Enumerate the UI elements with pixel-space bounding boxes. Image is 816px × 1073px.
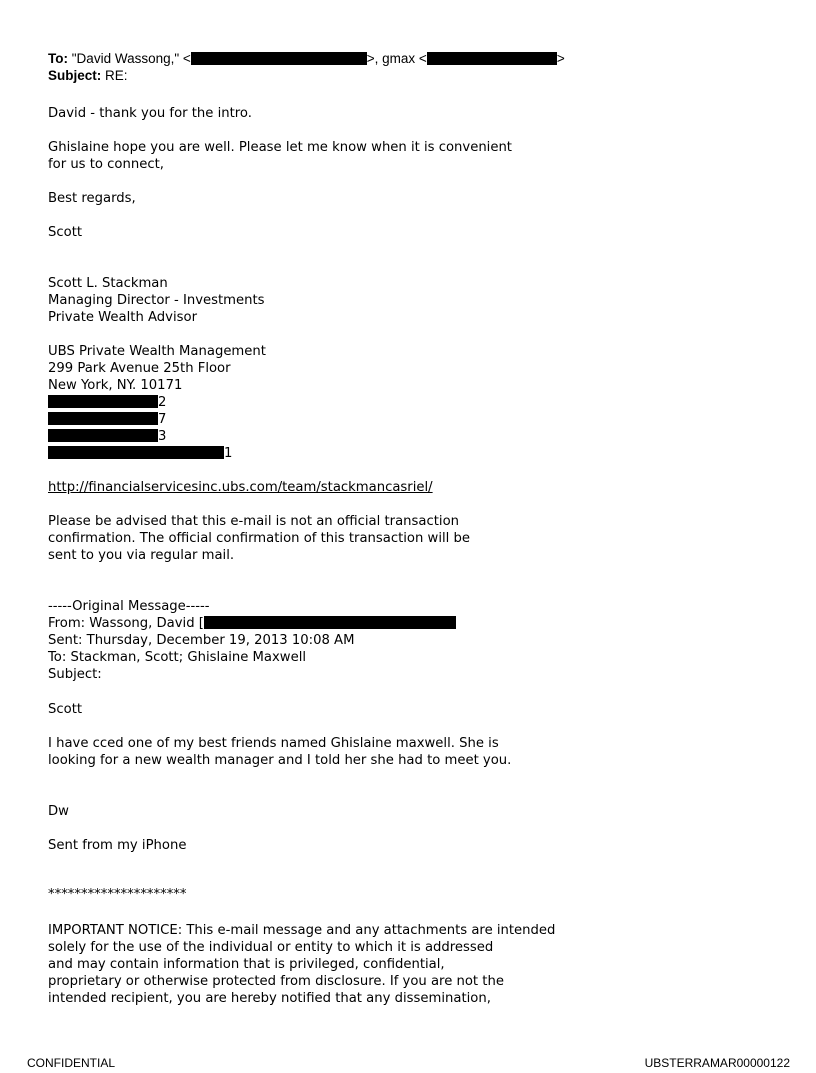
team-url-link[interactable]: http://financialservicesinc.ubs.com/team/stackmancasriel/	[48, 480, 433, 495]
signature-address-1: 299 Park Avenue 25th Floor	[48, 361, 231, 376]
body-paragraph-line-1: Ghislaine hope you are well. Please let me know when it is convenient	[48, 140, 512, 155]
original-message-line-1: I have cced one of my best friends named Ghislaine maxwell. She is	[48, 736, 499, 751]
signature-title-2: Private Wealth Advisor	[48, 310, 198, 325]
subject-line	[48, 67, 128, 84]
redaction-bar	[48, 395, 158, 408]
closing-line: Best regards,	[48, 191, 136, 206]
redaction-bar	[48, 412, 158, 425]
original-initials: Dw	[48, 804, 69, 819]
to-line	[48, 50, 565, 67]
signature-title-1: Managing Director - Investments	[48, 293, 265, 308]
to-end: >	[556, 51, 565, 66]
redacted-from-email	[204, 616, 456, 629]
notice-line-5: intended recipient, you are hereby notified that any dissemination,	[48, 991, 491, 1006]
redacted-tail: 3	[158, 429, 167, 444]
disclaimer-line-3: sent to you via regular mail.	[48, 548, 235, 563]
original-device-line: Sent from my iPhone	[48, 838, 187, 853]
to-separator: >, gmax <	[366, 51, 427, 66]
footer-bates-number: UBSTERRAMAR00000122	[644, 1056, 790, 1070]
signature-name: Scott L. Stackman	[48, 276, 168, 291]
redacted-email-1	[191, 52, 367, 65]
subject-value: RE:	[105, 68, 128, 83]
signature-address-2: New York, NY. 10171	[48, 378, 183, 393]
redacted-tail: 7	[158, 412, 167, 427]
notice-line-2: solely for the use of the individual or entity to which it is addressed	[48, 940, 494, 955]
original-from	[48, 615, 456, 632]
original-from-text: From: Wassong, David [	[48, 616, 204, 631]
redacted-contact-line-4	[48, 445, 232, 462]
redacted-email-2	[427, 52, 557, 65]
footer-confidential: CONFIDENTIAL	[27, 1056, 116, 1070]
notice-line-3: and may contain information that is privileged, confidential,	[48, 957, 445, 972]
redacted-tail: 1	[224, 446, 233, 461]
original-sent: Sent: Thursday, December 19, 2013 10:08 AM	[48, 633, 355, 648]
subject-label: Subject:	[48, 68, 102, 83]
original-message-marker: -----Original Message-----	[48, 599, 210, 614]
redacted-contact-line-3	[48, 428, 166, 445]
signature-firm: UBS Private Wealth Management	[48, 344, 266, 359]
notice-line-1: IMPORTANT NOTICE: This e-mail message and any attachments are intended	[48, 923, 556, 938]
original-subject: Subject:	[48, 667, 102, 682]
notice-line-4: proprietary or otherwise protected from disclosure. If you are not the	[48, 974, 504, 989]
redaction-bar	[48, 446, 224, 459]
signoff-name: Scott	[48, 225, 83, 240]
redaction-bar	[48, 429, 158, 442]
to-recipient-name: "David Wassong," <	[71, 51, 191, 66]
disclaimer-line-2: confirmation. The official confirmation of this transaction will be	[48, 531, 470, 546]
original-to: To: Stackman, Scott; Ghislaine Maxwell	[48, 650, 307, 665]
original-message-line-2: looking for a new wealth manager and I told her she had to meet you.	[48, 753, 512, 768]
disclaimer-line-1: Please be advised that this e-mail is not an official transaction	[48, 514, 459, 529]
body-paragraph-line-2: for us to connect,	[48, 157, 164, 172]
to-label: To:	[48, 51, 68, 66]
original-greeting: Scott	[48, 702, 83, 717]
redacted-contact-line-2	[48, 411, 166, 428]
redacted-tail: 2	[158, 395, 167, 410]
intro-line: David - thank you for the intro.	[48, 106, 252, 121]
redacted-contact-line-1	[48, 394, 166, 411]
notice-stars: *********************	[48, 887, 187, 902]
